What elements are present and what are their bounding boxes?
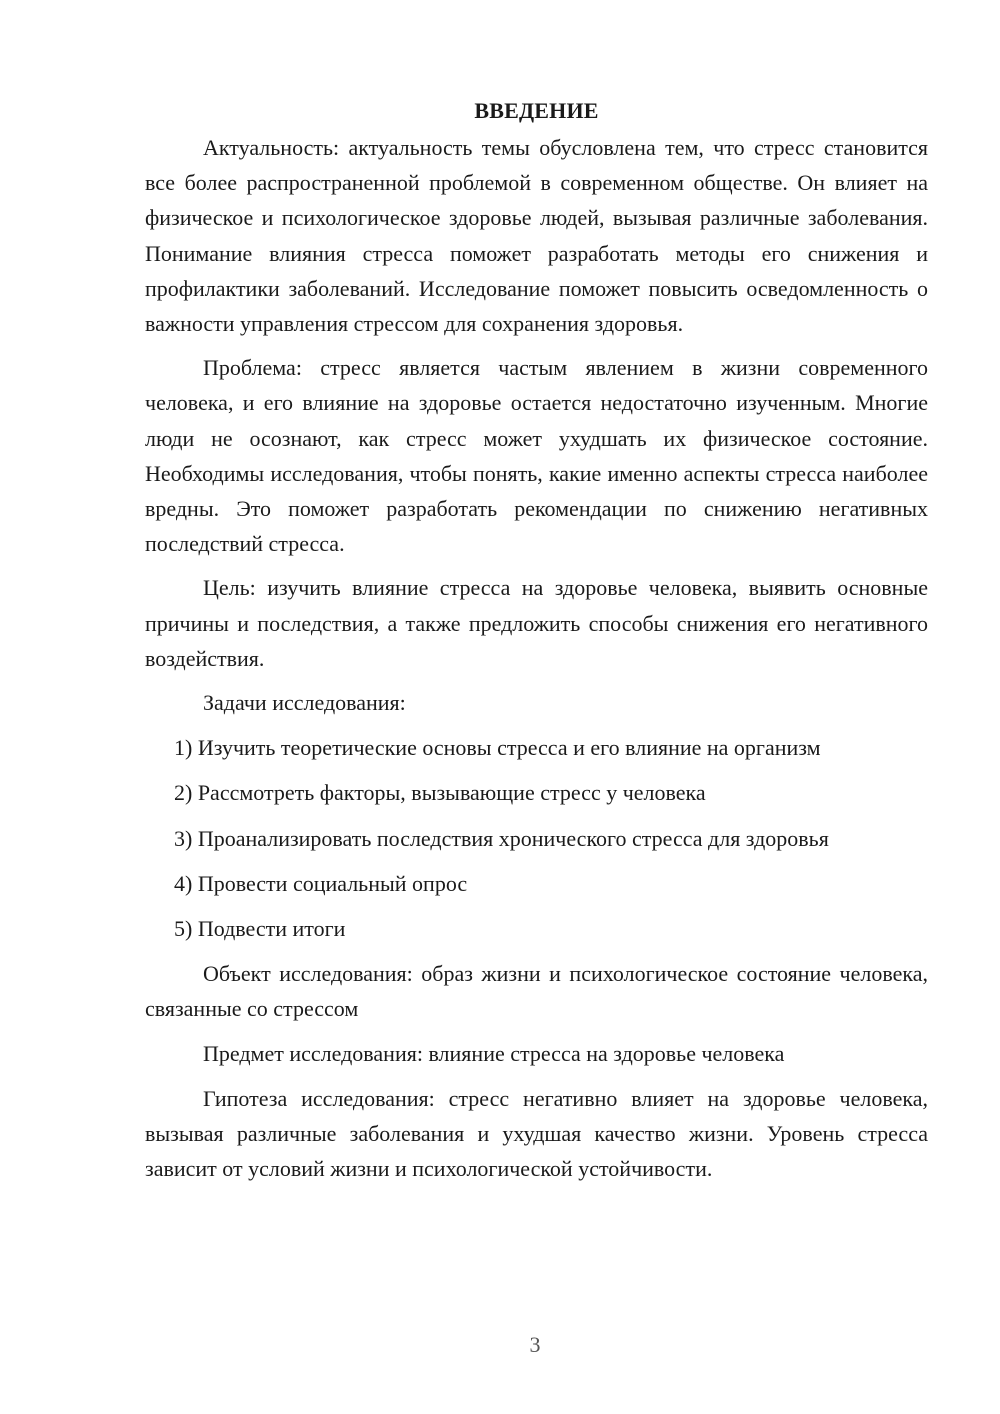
tasks-heading: Задачи исследования: xyxy=(203,690,406,716)
list-item: 5) Подвести итоги xyxy=(174,916,346,942)
page-title: ВВЕДЕНИЕ xyxy=(474,98,599,123)
page-content xyxy=(145,94,928,1195)
list-item: 4) Провести социальный опрос xyxy=(174,870,468,896)
hypothesis-paragraph: Гипотеза исследования: стресс негативно влияет на здоровье человека, вызывая различные заболевания и ухудшая качество жизни. Уровень стресса зависит от условий жизни и психологической устойчивости. xyxy=(145,1085,928,1182)
goal-paragraph: Цель: изучить влияние стресса на здоровье человека, выявить основные причины и последствия, а также предложить способы снижения его негативного воздействия. xyxy=(145,575,928,671)
object-paragraph: Объект исследования: образ жизни и психологическое состояние человека, связанные со стрессом xyxy=(145,961,928,1022)
list-item: 2) Рассмотреть факторы, вызывающие стресс у человека xyxy=(174,780,706,806)
list-item: 3) Проанализировать последствия хронического стресса для здоровья xyxy=(174,825,829,851)
relevance-paragraph: Актуальность: актуальность темы обусловлена тем, что стресс становится все более распространенной проблемой в современном обществе. Он влияет на физическое и психологическое здоровье людей, вызывая различные заболевания. Понимание влияния стресса поможет разработать методы его снижения и профилактики заболеваний. Исследование поможет повысить осведомленность о важности управления стрессом для сохранения здоровья. xyxy=(145,135,928,337)
page-number: 3 xyxy=(529,1332,541,1357)
tasks-list xyxy=(145,730,928,946)
list-item: 1) Изучить теоретические основы стресса и его влияние на организм xyxy=(174,735,821,761)
subject-paragraph: Предмет исследования: влияние стресса на здоровье человека xyxy=(203,1040,785,1066)
problem-paragraph: Проблема: стресс является частым явлением в жизни современного человека, и его влияние на здоровье остается недостаточно изученным. Многие люди не осознают, как стресс может ухудшать их физическое состояние. Необходимы исследования, чтобы понять, какие именно аспекты стресса наиболее вредны. Это поможет разработать рекомендации по снижению негативных последствий стресса. xyxy=(145,355,928,557)
